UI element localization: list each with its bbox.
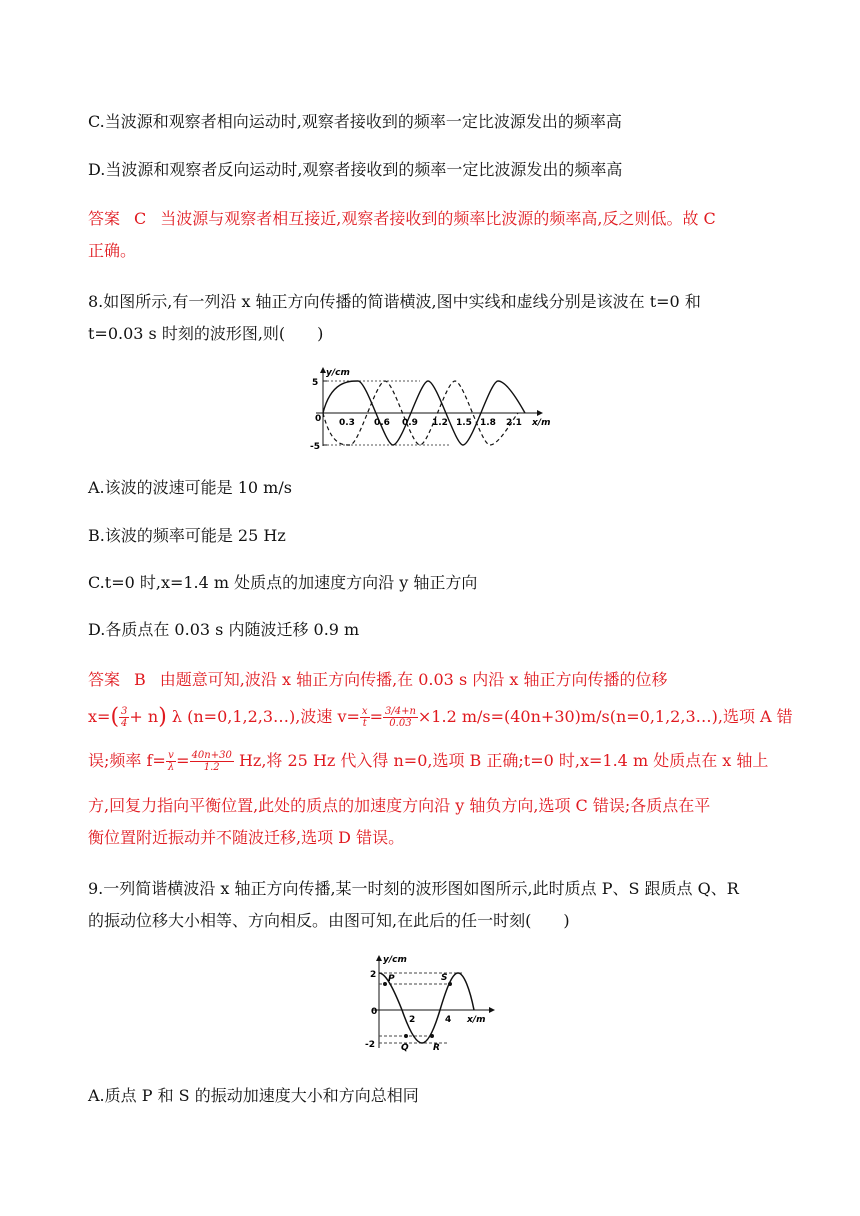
point-s-label: S	[441, 973, 448, 983]
fraction	[383, 706, 418, 729]
x-tick-label: 1.2	[432, 418, 448, 428]
q8-option-d: D.各质点在 0.03 s 内随波迁移 0.9 m	[88, 620, 360, 639]
x-tick-label: 4	[445, 1015, 452, 1025]
q8-answer-line-5: 衡位置附近振动并不随波迁移,选项 D 错误。	[88, 828, 405, 847]
q9-stem-line-1: 9.一列简谐横波沿 x 轴正方向传播,某一时刻的波形图如图所示,此时质点 P、S 跟质点 Q、R	[88, 879, 739, 898]
fraction	[119, 706, 129, 729]
fraction-numerator: x	[361, 706, 368, 717]
fraction-denominator: 0.03	[389, 718, 412, 729]
q8-stem-line-1: 8.如图所示,有一列沿 x 轴正方向传播的简谐横波,图中实线和虚线分别是该波在 t=0 和	[88, 292, 701, 311]
y-tick-label: -5	[310, 442, 320, 452]
fraction-numerator: 40n+30	[191, 750, 232, 761]
q9-option-a: A.质点 P 和 S 的振动加速度大小和方向总相同	[88, 1086, 419, 1105]
answer-text: + n	[129, 707, 159, 726]
x-tick-label: 0.6	[374, 418, 390, 428]
x-axis-label: x/m	[467, 1015, 486, 1025]
y-axis-label: y/cm	[326, 368, 350, 378]
q8-option-b: B.该波的频率可能是 25 Hz	[88, 526, 286, 545]
fraction	[166, 750, 176, 773]
answer-text: λ (n=0,1,2,3…),波速 v=	[171, 707, 360, 726]
answer-text: =	[176, 751, 190, 770]
q9-wave-figure	[362, 950, 502, 1055]
point-r-label: R	[433, 1043, 440, 1053]
fraction-numerator: 3/4+n	[384, 706, 416, 717]
paren-open: (	[110, 704, 120, 730]
answer-explanation: 由题意可知,波沿 x 轴正方向传播,在 0.03 s 内沿 x 轴正方向传播的位移	[159, 670, 668, 689]
y-axis-label: y/cm	[383, 955, 407, 965]
x-tick-label: 1.5	[456, 418, 472, 428]
q7-option-c: C.当波源和观察者相向运动时,观察者接收到的频率一定比波源发出的频率高	[88, 112, 622, 131]
answer-explanation: 当波源与观察者相互接近,观察者接收到的频率比波源的频率高,反之则低。故 C	[160, 209, 716, 228]
fraction-denominator: t	[362, 718, 367, 729]
q7-answer-line	[88, 209, 716, 229]
answer-text: x=	[88, 707, 111, 726]
q8-answer-line-2	[88, 706, 793, 736]
q8-answer-line-1	[88, 670, 667, 690]
y-tick-label: 2	[370, 970, 377, 980]
q8-option-c: C.t=0 时,x=1.4 m 处质点的加速度方向沿 y 轴正方向	[88, 573, 478, 592]
q7-option-d: D.当波源和观察者反向运动时,观察者接收到的频率一定比波源发出的频率高	[88, 160, 623, 179]
fraction-denominator: 1.2	[203, 762, 220, 773]
paren-close: )	[158, 704, 167, 730]
fraction-numerator: 3	[121, 706, 128, 717]
answer-text: 误;频率 f=	[88, 751, 166, 770]
fraction-numerator: v	[166, 750, 176, 762]
answer-text: ×1.2 m/s=(40n+30)m/s(n=0,1,2,3…),选项 A 错	[417, 707, 793, 726]
answer-label: 答案	[88, 670, 121, 689]
answer-label: 答案	[88, 209, 121, 228]
fraction	[360, 706, 370, 729]
q8-answer-line-3	[88, 750, 768, 780]
q8-stem-line-2: t=0.03 s 时刻的波形图,则( )	[88, 324, 324, 343]
fraction-denominator: 4	[121, 718, 128, 729]
x-tick-label: 0.9	[402, 418, 418, 428]
answer-choice: C	[134, 209, 147, 228]
point-p-marker	[383, 982, 387, 986]
q8-wave-figure	[310, 364, 550, 454]
y-tick-label: -2	[365, 1040, 375, 1050]
answer-text: =	[369, 707, 383, 726]
point-q-marker	[404, 1034, 408, 1038]
q8-option-a: A.该波的波速可能是 10 m/s	[88, 478, 292, 497]
point-s-marker	[448, 982, 452, 986]
answer-text: Hz,将 25 Hz 代入得 n=0,选项 B 正确;t=0 时,x=1.4 m 处质点在 x 轴上	[238, 751, 769, 770]
point-p-label: P	[388, 974, 395, 984]
q8-answer-line-4: 方,回复力指向平衡位置,此处的质点的加速度方向沿 y 轴负方向,选项 C 错误;各质点在平	[88, 796, 711, 815]
x-axis-label: x/m	[532, 418, 550, 428]
fraction-denominator: λ	[167, 762, 175, 773]
fraction	[190, 750, 234, 773]
answer-choice: B	[134, 670, 146, 689]
x-tick-label: 0.3	[339, 418, 355, 428]
q7-answer-line-2: 正确。	[88, 241, 137, 260]
q9-stem-line-2: 的振动位移大小相等、方向相反。由图可知,在此后的任一时刻( )	[88, 911, 570, 930]
x-tick-label: 2	[409, 1015, 416, 1025]
point-r-marker	[430, 1034, 434, 1038]
x-tick-label: 2.1	[506, 418, 522, 428]
x-tick-label: 1.8	[480, 418, 496, 428]
origin-label: 0	[371, 1007, 378, 1017]
point-q-label: Q	[401, 1043, 409, 1053]
y-tick-label: 5	[312, 378, 319, 388]
origin-label: 0	[315, 414, 322, 424]
